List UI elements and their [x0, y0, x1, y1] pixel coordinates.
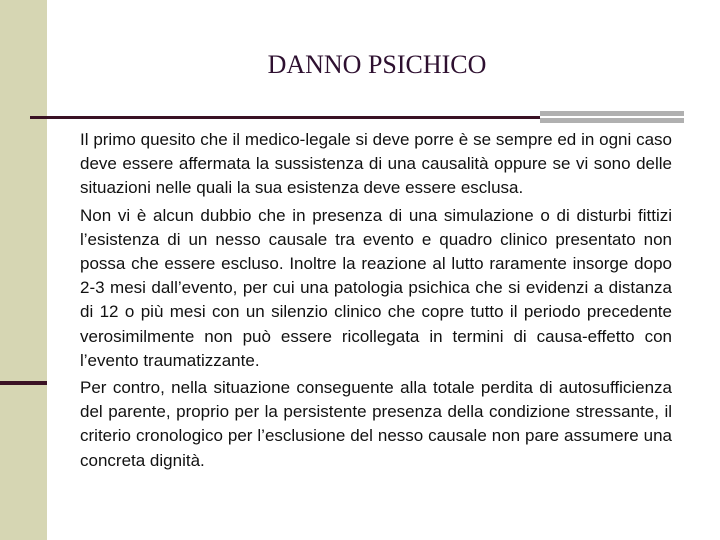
slide-body	[80, 128, 672, 476]
slide-title: DANNO PSICHICO	[267, 50, 487, 79]
body-paragraph-2: Non vi è alcun dubbio che in presenza di una simulazione o di disturbi fittizi l’esistenza di un nesso causale tra evento e quadro clinico presentato non possa che essere escluso. Inoltre la reazione al lutto raramente insorge dopo 2-3 mesi dall’evento, per cui una patologia psichica che si evidenzi a distanza di 12 o più mesi con un silenzio clinico che copre tutto il periodo precedente verosimilmente non può essere ricollegata in termini di causa-effetto con l’evento traumatizzante.	[80, 205, 672, 370]
body-paragraph-1: Il primo quesito che il medico-legale si deve porre è se sempre ed in ogni caso deve essere affermata la sussistenza di una causalità oppure se vi sono delle situazioni nelle quali la sua esistenza deve essere esclusa.	[80, 130, 672, 198]
left-decorative-band	[0, 0, 47, 540]
title-divider-dark	[30, 116, 540, 119]
title-divider-grey-top	[540, 111, 684, 116]
body-paragraph-3: Per contro, nella situazione conseguente alla totale perdita di autosufficienza del parente, proprio per la persistente presenza della condizione stressante, il criterio cronologico per l’esclusione del nesso causale non pare assumere una concreta dignità.	[80, 378, 672, 470]
left-accent-bar	[0, 381, 47, 385]
title-divider-grey-bottom	[540, 118, 684, 123]
